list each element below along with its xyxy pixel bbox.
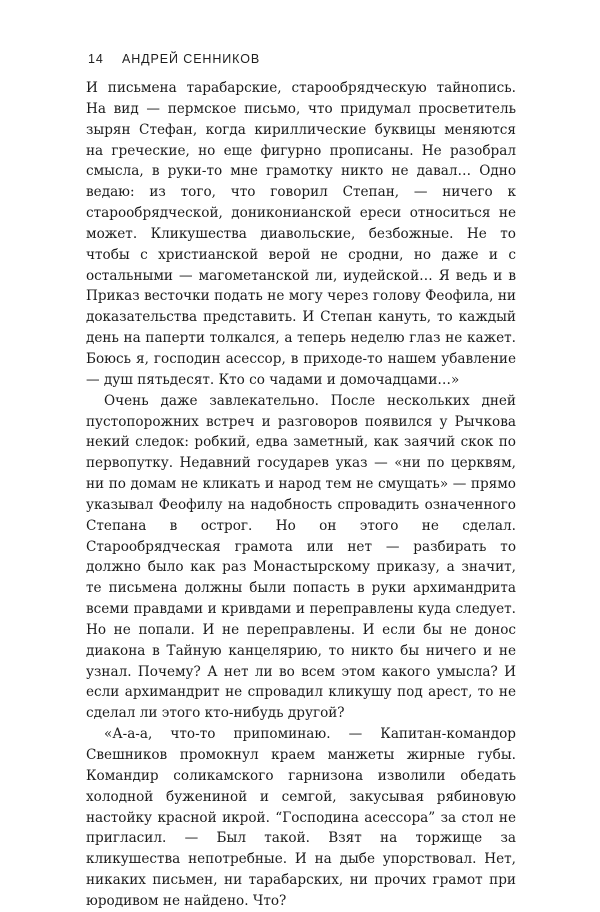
running-header — [88, 52, 260, 66]
author-name: АНДРЕЙ СЕННИКОВ — [122, 52, 261, 66]
body-text — [86, 78, 516, 912]
paragraph-1: И письмена тарабарские, старообрядческую тайнопись. На вид — пермское письмо, что придумал просветитель зырян Стефан, когда кириллические буквицы меняются на греческие, но еще фигурно прописаны. Не разобрал смысла, в руки-то мне грамотку никто не давал… Одно ведаю: из того, что говорил Степан, — ничего к старообрядческой, дониконианской ереси относиться не может. Кликушества диавольские, безбожные. Не то чтобы с христианской верой не сродни, но даже и с остальными — магометанской ли, иудейской… Я ведь и в Приказ весточки подать не могу через голову Феофила, ни доказательства представить. И Степан кануть, то каждый день на паперти толкался, а теперь неделю глаз не кажет. Боюсь я, господин асессор, в приходе-то нашем убавление — душ пятьдесят. Кто со чадами и домочадцами…» — [86, 80, 516, 388]
page-number: 14 — [88, 52, 104, 66]
paragraph-3: «А-а-а, что-то припоминаю. — Капитан-командор Свешников промокнул краем манжеты жирные губы. Командир соликамского гарнизона изволили обедать холодной бужениной и семгой, закусывая рябиновую настойку красной икрой. “Господина асессора” за стол не пригласил. — Был такой. Взят на торжище за кликушества непотребные. И на дыбе упорствовал. Нет, никаких письмен, ни тарабарских, ни прочих грамот при юродивом не найдено. Что? — [86, 726, 516, 909]
paragraph-2: Очень даже завлекательно. После нескольких дней пустопорожних встреч и разговоров появился у Рычкова некий следок: робкий, едва заметный, как заячий скок по первопутку. Недавний государев указ — «ни по церквям, ни по домам не кликать и народ тем не смущать» — прямо указывал Феофилу на надобность спровадить означенного Степана в острог. Но он этого не сделал. Старообрядческая грамота или нет — разбирать то должно было как раз Монастырскому приказу, а значит, те письмена должны были попасть в руки архимандрита всеми правдами и кривдами и переправлены куда следует. Но не попали. И не переправлены. И если бы не донос диакона в Тайную канцелярию, то никто бы ничего и не узнал. Почему? А нет ли во всем этом какого умысла? И если архимандрит не спровадил кликушу под арест, то не сделал ли этого кто-нибудь другой? — [86, 392, 516, 722]
